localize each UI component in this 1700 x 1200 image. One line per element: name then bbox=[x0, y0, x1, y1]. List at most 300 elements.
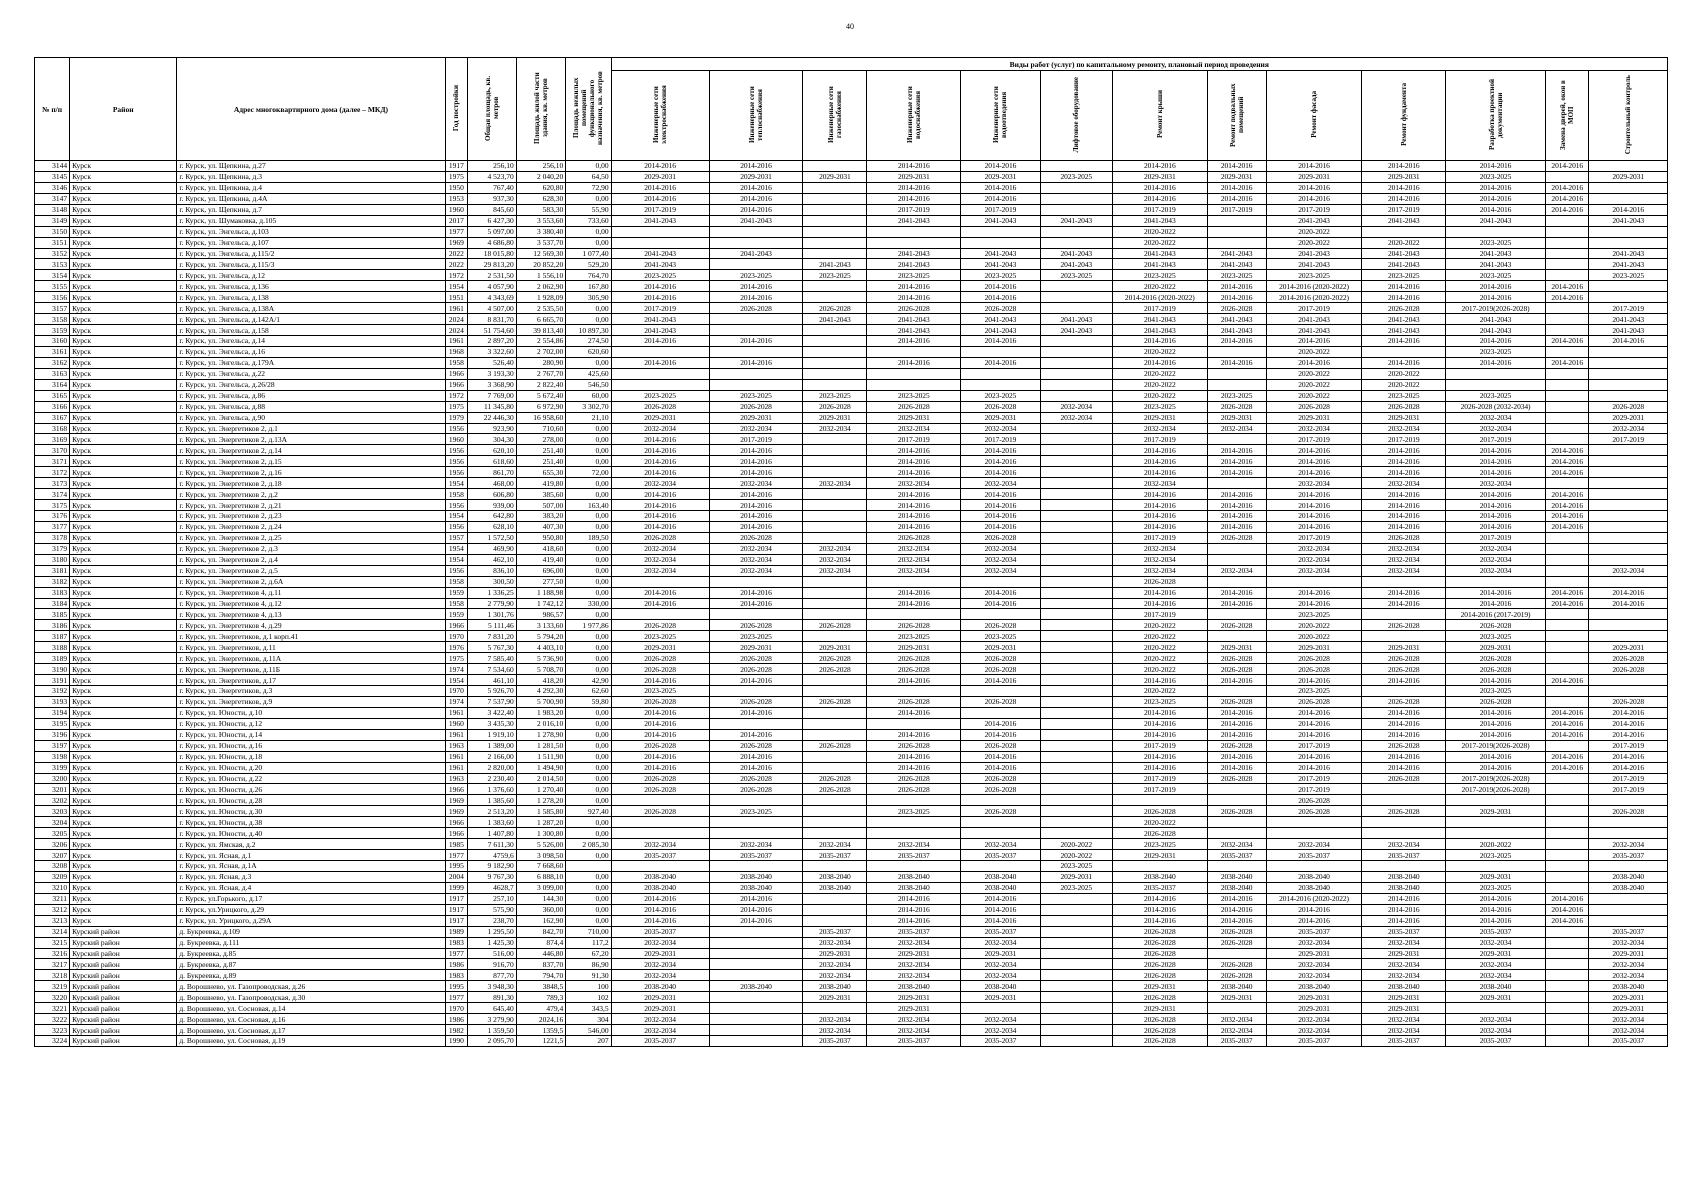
row-number: 3185 bbox=[35, 609, 70, 620]
nonres-area-cell: 0,00 bbox=[566, 543, 611, 554]
work-period-cell: 2014-2016 bbox=[961, 500, 1040, 511]
work-period-cell: 2026-2028 bbox=[961, 773, 1040, 784]
work-period-cell: 2014-2016 bbox=[611, 904, 709, 915]
total-area-cell: 11 345,80 bbox=[468, 401, 516, 412]
year-cell: 1985 bbox=[445, 839, 468, 850]
work-period-cell: 2020-2022 bbox=[1266, 346, 1362, 357]
work-period-cell bbox=[1040, 609, 1112, 620]
work-period-cell: 2041-2043 bbox=[709, 215, 803, 226]
table-row bbox=[35, 401, 1668, 412]
district-cell: Курск bbox=[70, 893, 177, 904]
work-period-cell: 2041-2043 bbox=[1446, 248, 1546, 259]
work-period-cell bbox=[803, 751, 867, 762]
work-period-cell: 2017-2019 bbox=[1589, 434, 1668, 445]
living-area-cell: 256,10 bbox=[516, 161, 566, 172]
work-period-cell: 2038-2040 bbox=[1362, 981, 1446, 992]
work-period-cell bbox=[803, 292, 867, 303]
work-period-cell bbox=[709, 948, 803, 959]
table-row bbox=[35, 664, 1668, 675]
work-period-cell bbox=[1546, 171, 1589, 182]
work-period-cell: 2014-2016 bbox=[1446, 762, 1546, 773]
nonres-area-cell: 59,80 bbox=[566, 696, 611, 707]
work-period-cell: 2026-2028 bbox=[803, 740, 867, 751]
work-period-cell bbox=[1040, 434, 1112, 445]
work-period-cell: 2023-2025 bbox=[1589, 270, 1668, 281]
year-cell: 1959 bbox=[445, 587, 468, 598]
work-period-cell bbox=[1589, 620, 1668, 631]
work-period-cell: 2014-2016 bbox=[1112, 718, 1207, 729]
work-period-cell: 2017-2019 bbox=[1266, 784, 1362, 795]
work-period-cell: 2014-2016 bbox=[961, 281, 1040, 292]
work-period-cell bbox=[961, 707, 1040, 718]
table-row bbox=[35, 161, 1668, 172]
work-period-cell bbox=[1040, 204, 1112, 215]
row-number: 3195 bbox=[35, 718, 70, 729]
work-period-cell: 2017-2019 bbox=[1112, 204, 1207, 215]
work-period-cell: 2014-2016 bbox=[867, 489, 961, 500]
work-period-cell: 2029-2031 bbox=[709, 642, 803, 653]
table-row bbox=[35, 489, 1668, 500]
district-cell: Курск bbox=[70, 248, 177, 259]
work-period-cell: 2032-2034 bbox=[1446, 554, 1546, 565]
work-period-cell bbox=[1040, 390, 1112, 401]
work-period-cell bbox=[1546, 653, 1589, 664]
work-period-cell: 2029-2031 bbox=[867, 171, 961, 182]
total-area-cell: 606,80 bbox=[468, 489, 516, 500]
work-period-cell: 2026-2028 bbox=[1207, 401, 1266, 412]
living-area-cell: 418,60 bbox=[516, 543, 566, 554]
work-period-cell: 2032-2034 bbox=[1362, 565, 1446, 576]
total-area-cell: 2 531,50 bbox=[468, 270, 516, 281]
row-number: 3147 bbox=[35, 193, 70, 204]
work-period-cell bbox=[1040, 981, 1112, 992]
work-period-cell: 2014-2016 bbox=[1589, 587, 1668, 598]
row-number: 3203 bbox=[35, 806, 70, 817]
work-period-cell: 2041-2043 bbox=[867, 248, 961, 259]
row-number: 3216 bbox=[35, 948, 70, 959]
work-period-cell: 2014-2016 bbox=[1589, 336, 1668, 347]
work-period-cell: 2041-2043 bbox=[1040, 215, 1112, 226]
year-cell: 1970 bbox=[445, 631, 468, 642]
nonres-area-cell: 330,00 bbox=[566, 598, 611, 609]
address-cell: д. Букреевка, д.87 bbox=[177, 959, 445, 970]
work-period-cell bbox=[1589, 511, 1668, 522]
work-period-cell bbox=[1546, 795, 1589, 806]
row-number: 3159 bbox=[35, 325, 70, 336]
table-row bbox=[35, 1014, 1668, 1025]
work-period-cell: 2026-2028 bbox=[1362, 664, 1446, 675]
row-number: 3160 bbox=[35, 336, 70, 347]
table-row bbox=[35, 696, 1668, 707]
work-period-cell: 2014-2016 bbox=[709, 204, 803, 215]
nonres-area-cell: 274,50 bbox=[566, 336, 611, 347]
living-area-cell: 1 928,09 bbox=[516, 292, 566, 303]
work-period-cell: 2038-2040 bbox=[1362, 871, 1446, 882]
year-cell: 2017 bbox=[445, 215, 468, 226]
work-period-cell bbox=[1040, 226, 1112, 237]
living-area-cell: 2 016,10 bbox=[516, 718, 566, 729]
work-period-cell: 2014-2016 bbox=[1546, 598, 1589, 609]
total-area-cell: 469,90 bbox=[468, 543, 516, 554]
work-period-cell: 2014-2016 bbox=[867, 193, 961, 204]
work-period-cell: 2029-2031 bbox=[1266, 948, 1362, 959]
work-period-cell: 2029-2031 bbox=[1589, 948, 1668, 959]
row-number: 3197 bbox=[35, 740, 70, 751]
work-period-cell: 2014-2016 bbox=[709, 751, 803, 762]
work-period-cell bbox=[867, 686, 961, 697]
work-period-cell: 2032-2034 bbox=[611, 543, 709, 554]
work-period-cell: 2041-2043 bbox=[1207, 259, 1266, 270]
row-number: 3154 bbox=[35, 270, 70, 281]
work-period-cell: 2014-2016 bbox=[709, 500, 803, 511]
row-number: 3190 bbox=[35, 664, 70, 675]
work-period-cell: 2023-2025 bbox=[1266, 686, 1362, 697]
work-period-cell: 2032-2034 bbox=[1112, 543, 1207, 554]
work-period-cell bbox=[803, 718, 867, 729]
work-period-cell bbox=[1040, 303, 1112, 314]
nonres-area-cell: 0,00 bbox=[566, 718, 611, 729]
work-period-cell: 2014-2016 bbox=[1589, 751, 1668, 762]
district-cell: Курск bbox=[70, 270, 177, 281]
row-number: 3171 bbox=[35, 456, 70, 467]
work-period-cell: 2041-2043 bbox=[803, 314, 867, 325]
work-period-cell: 2014-2016 bbox=[1266, 161, 1362, 172]
work-period-cell bbox=[1446, 795, 1546, 806]
work-period-cell: 2032-2034 bbox=[803, 1014, 867, 1025]
work-period-cell: 2017-2019(2026-2028) bbox=[1446, 740, 1546, 751]
work-period-cell: 2014-2016 bbox=[1362, 598, 1446, 609]
address-cell: г. Курск, ул. Энгельса, д.14 bbox=[177, 336, 445, 347]
work-period-cell: 2023-2025 bbox=[1446, 171, 1546, 182]
work-period-cell: 2014-2016 bbox=[1112, 893, 1207, 904]
work-period-cell: 2014-2016 bbox=[1589, 598, 1668, 609]
district-cell: Курск bbox=[70, 696, 177, 707]
work-period-cell: 2014-2016 bbox=[1546, 751, 1589, 762]
work-period-cell: 2029-2031 bbox=[1112, 412, 1207, 423]
address-cell: г. Курск, ул. Юности, д.20 bbox=[177, 762, 445, 773]
total-area-cell: 1 359,50 bbox=[468, 1025, 516, 1036]
work-period-cell bbox=[611, 368, 709, 379]
work-period-cell: 2014-2016 bbox=[611, 182, 709, 193]
total-area-cell: 628,10 bbox=[468, 521, 516, 532]
work-period-cell bbox=[1266, 828, 1362, 839]
work-period-cell bbox=[1589, 631, 1668, 642]
work-period-cell bbox=[1546, 642, 1589, 653]
work-period-cell: 2014-2016 bbox=[867, 161, 961, 172]
work-period-cell bbox=[1207, 817, 1266, 828]
row-number: 3209 bbox=[35, 871, 70, 882]
work-period-cell bbox=[1266, 817, 1362, 828]
district-cell: Курск bbox=[70, 434, 177, 445]
total-area-cell: 18 015,80 bbox=[468, 248, 516, 259]
work-period-cell: 2014-2016 bbox=[1266, 182, 1362, 193]
district-cell: Курск bbox=[70, 346, 177, 357]
work-period-cell: 2032-2034 bbox=[1266, 543, 1362, 554]
work-period-cell: 2014-2016 bbox=[1112, 336, 1207, 347]
table-row bbox=[35, 981, 1668, 992]
total-area-cell: 4 686,80 bbox=[468, 237, 516, 248]
work-period-cell bbox=[709, 1003, 803, 1014]
table-row bbox=[35, 357, 1668, 368]
work-period-cell: 2014-2016 bbox=[709, 467, 803, 478]
living-area-cell: 1221,5 bbox=[516, 1036, 566, 1047]
table-row bbox=[35, 1025, 1668, 1036]
work-period-cell: 2014-2016 bbox=[1546, 489, 1589, 500]
nonres-area-cell: 425,60 bbox=[566, 368, 611, 379]
work-period-cell: 2026-2028 bbox=[961, 696, 1040, 707]
work-period-cell: 2014-2016 bbox=[961, 292, 1040, 303]
work-period-cell: 2014-2016 bbox=[961, 587, 1040, 598]
work-period-cell: 2014-2016 bbox=[1112, 587, 1207, 598]
work-period-cell: 2032-2034 bbox=[1589, 970, 1668, 981]
address-cell: г. Курск, ул. Энгельса, д.115/2 bbox=[177, 248, 445, 259]
work-period-cell bbox=[1589, 237, 1668, 248]
work-period-cell: 2020-2022 bbox=[1266, 379, 1362, 390]
work-period-cell: 2041-2043 bbox=[1207, 325, 1266, 336]
district-cell: Курск bbox=[70, 762, 177, 773]
year-cell: 1995 bbox=[445, 981, 468, 992]
work-period-cell: 2029-2031 bbox=[1362, 1003, 1446, 1014]
year-cell: 1966 bbox=[445, 379, 468, 390]
work-period-cell: 2014-2016 bbox=[1546, 292, 1589, 303]
col-header-work-7: Ремонт подвальных помещений bbox=[1207, 71, 1266, 161]
work-period-cell: 2032-2034 bbox=[1446, 959, 1546, 970]
work-period-cell bbox=[1207, 784, 1266, 795]
year-cell: 1961 bbox=[445, 707, 468, 718]
work-period-cell: 2023-2025 bbox=[1446, 686, 1546, 697]
year-cell: 1917 bbox=[445, 904, 468, 915]
nonres-area-cell: 546,00 bbox=[566, 1025, 611, 1036]
work-period-cell: 2014-2016 bbox=[709, 598, 803, 609]
work-period-cell: 2014-2016 bbox=[1546, 467, 1589, 478]
work-period-cell: 2032-2034 bbox=[803, 839, 867, 850]
work-period-cell: 2023-2025 bbox=[709, 270, 803, 281]
work-period-cell: 2026-2028 bbox=[1112, 1036, 1207, 1047]
address-cell: г. Курск, ул. Энергетиков, д.1 корп.41 bbox=[177, 631, 445, 642]
living-area-cell: 446,80 bbox=[516, 948, 566, 959]
work-period-cell: 2035-2037 bbox=[1362, 850, 1446, 861]
work-period-cell bbox=[1546, 346, 1589, 357]
work-period-cell bbox=[1546, 314, 1589, 325]
total-area-cell: 4759,6 bbox=[468, 850, 516, 861]
work-period-cell: 2014-2016 bbox=[709, 281, 803, 292]
work-period-cell bbox=[1040, 511, 1112, 522]
work-period-cell bbox=[803, 182, 867, 193]
work-period-cell: 2026-2028 bbox=[1362, 653, 1446, 664]
work-period-cell: 2032-2034 bbox=[709, 423, 803, 434]
work-period-cell: 2038-2040 bbox=[803, 882, 867, 893]
work-period-cell: 2014-2016 bbox=[1112, 762, 1207, 773]
living-area-cell: 12 569,30 bbox=[516, 248, 566, 259]
work-period-cell: 2032-2034 bbox=[1362, 970, 1446, 981]
nonres-area-cell: 620,60 bbox=[566, 346, 611, 357]
total-area-cell: 7 585,40 bbox=[468, 653, 516, 664]
work-period-cell: 2026-2028 bbox=[867, 696, 961, 707]
work-period-cell: 2014-2016 bbox=[961, 751, 1040, 762]
address-cell: г. Курск, ул. Энгельса, д.12 bbox=[177, 270, 445, 281]
address-cell: г. Курск, ул. Юности, д.38 bbox=[177, 817, 445, 828]
work-period-cell: 2032-2034 bbox=[1362, 423, 1446, 434]
work-period-cell bbox=[1266, 861, 1362, 872]
work-period-cell: 2026-2028 bbox=[1589, 401, 1668, 412]
work-period-cell: 2017-2019 bbox=[1266, 434, 1362, 445]
work-period-cell: 2032-2034 bbox=[803, 970, 867, 981]
work-period-cell bbox=[709, 346, 803, 357]
address-cell: д. Букреевка, д.89 bbox=[177, 970, 445, 981]
district-cell: Курск bbox=[70, 368, 177, 379]
work-period-cell: 2014-2016 bbox=[867, 915, 961, 926]
work-period-cell bbox=[1362, 784, 1446, 795]
work-period-cell: 2041-2043 bbox=[1589, 259, 1668, 270]
work-period-cell bbox=[1040, 281, 1112, 292]
work-period-cell: 2014-2016 bbox=[709, 456, 803, 467]
work-period-cell bbox=[1207, 948, 1266, 959]
col-header-total-area: Общая площадь, кв. метров bbox=[468, 58, 516, 161]
nonres-area-cell: 0,00 bbox=[566, 817, 611, 828]
living-area-cell: 16 958,60 bbox=[516, 412, 566, 423]
work-period-cell: 2014-2016 bbox=[1362, 336, 1446, 347]
year-cell: 1961 bbox=[445, 729, 468, 740]
table-row bbox=[35, 861, 1668, 872]
district-cell: Курск bbox=[70, 412, 177, 423]
living-area-cell: 583,30 bbox=[516, 204, 566, 215]
total-area-cell: 642,80 bbox=[468, 511, 516, 522]
work-period-cell: 2029-2031 bbox=[1362, 642, 1446, 653]
total-area-cell: 5 926,70 bbox=[468, 686, 516, 697]
work-period-cell bbox=[961, 795, 1040, 806]
work-period-cell: 2032-2034 bbox=[611, 423, 709, 434]
work-period-cell: 2020-2022 bbox=[1266, 631, 1362, 642]
table-row bbox=[35, 806, 1668, 817]
address-cell: г. Курск, ул. Юности, д.26 bbox=[177, 784, 445, 795]
address-cell: г. Курск, ул. Энгельса, д.142А/1 bbox=[177, 314, 445, 325]
work-period-cell: 2026-2028 bbox=[803, 664, 867, 675]
work-period-cell bbox=[867, 576, 961, 587]
work-period-cell: 2035-2037 bbox=[867, 926, 961, 937]
work-period-cell bbox=[867, 817, 961, 828]
work-period-cell: 2041-2043 bbox=[1446, 314, 1546, 325]
capital-repair-table bbox=[34, 57, 1668, 1047]
works-group-header: Виды работ (услуг) по капитальному ремонту, плановый период проведения bbox=[611, 58, 1667, 71]
work-period-cell: 2041-2043 bbox=[867, 215, 961, 226]
total-area-cell: 300,50 bbox=[468, 576, 516, 587]
work-period-cell bbox=[1040, 489, 1112, 500]
address-cell: г. Курск, ул. Энергетиков, д.11А bbox=[177, 653, 445, 664]
table-row bbox=[35, 467, 1668, 478]
work-period-cell: 2014-2016 bbox=[1446, 893, 1546, 904]
work-period-cell bbox=[1589, 390, 1668, 401]
work-period-cell: 2014-2016 bbox=[1546, 521, 1589, 532]
work-period-cell bbox=[1589, 543, 1668, 554]
nonres-area-cell: 0,00 bbox=[566, 828, 611, 839]
work-period-cell: 2032-2034 bbox=[1446, 543, 1546, 554]
work-period-cell: 2029-2031 bbox=[611, 171, 709, 182]
col-header-work-1: Инженерные сети теплоснабжения bbox=[709, 71, 803, 161]
total-area-cell: 1 572,50 bbox=[468, 532, 516, 543]
table-row bbox=[35, 445, 1668, 456]
work-period-cell bbox=[709, 828, 803, 839]
work-period-cell bbox=[1040, 521, 1112, 532]
nonres-area-cell: 55,90 bbox=[566, 204, 611, 215]
address-cell: г. Курск, ул. Энергетиков 2, д.3 bbox=[177, 543, 445, 554]
work-period-cell: 2014-2016 bbox=[1112, 456, 1207, 467]
work-period-cell: 2014-2016 bbox=[1207, 161, 1266, 172]
work-period-cell: 2038-2040 bbox=[803, 871, 867, 882]
work-period-cell: 2026-2028 bbox=[1362, 806, 1446, 817]
district-cell: Курск bbox=[70, 587, 177, 598]
year-cell: 1966 bbox=[445, 784, 468, 795]
work-period-cell: 2026-2028 (2032-2034) bbox=[1446, 401, 1546, 412]
work-period-cell: 2029-2031 bbox=[1266, 992, 1362, 1003]
work-period-cell bbox=[961, 817, 1040, 828]
district-cell: Курск bbox=[70, 259, 177, 270]
work-period-cell: 2014-2016 bbox=[1362, 292, 1446, 303]
table-row bbox=[35, 751, 1668, 762]
table-row bbox=[35, 882, 1668, 893]
work-period-cell: 2023-2025 bbox=[1266, 609, 1362, 620]
row-number: 3202 bbox=[35, 795, 70, 806]
work-period-cell: 2014-2016 bbox=[611, 675, 709, 686]
work-period-cell: 2014-2016 bbox=[611, 521, 709, 532]
address-cell: г. Курск, ул. Энергетиков, д.11 bbox=[177, 642, 445, 653]
work-period-cell: 2041-2043 bbox=[1040, 325, 1112, 336]
work-period-cell: 2035-2037 bbox=[1362, 926, 1446, 937]
work-period-cell bbox=[1446, 226, 1546, 237]
table-row bbox=[35, 248, 1668, 259]
work-period-cell: 2023-2025 bbox=[1040, 861, 1112, 872]
address-cell: г. Курск, ул. Энергетиков 2, д.18 bbox=[177, 478, 445, 489]
work-period-cell: 2029-2031 bbox=[867, 992, 961, 1003]
work-period-cell: 2014-2016 bbox=[709, 182, 803, 193]
row-number: 3157 bbox=[35, 303, 70, 314]
nonres-area-cell: 0,00 bbox=[566, 904, 611, 915]
work-period-cell bbox=[611, 817, 709, 828]
work-period-cell: 2014-2016 bbox=[611, 893, 709, 904]
work-period-cell: 2014-2016 bbox=[611, 292, 709, 303]
work-period-cell: 2014-2016 bbox=[867, 357, 961, 368]
total-area-cell: 7 831,20 bbox=[468, 631, 516, 642]
district-cell: Курск bbox=[70, 871, 177, 882]
total-area-cell: 238,70 bbox=[468, 915, 516, 926]
work-period-cell bbox=[1546, 926, 1589, 937]
work-period-cell: 2014-2016 bbox=[867, 456, 961, 467]
year-cell: 1960 bbox=[445, 718, 468, 729]
work-period-cell: 2020-2022 bbox=[1362, 237, 1446, 248]
total-area-cell: 575,90 bbox=[468, 904, 516, 915]
work-period-cell bbox=[1546, 215, 1589, 226]
work-period-cell: 2029-2031 bbox=[961, 992, 1040, 1003]
work-period-cell: 2041-2043 bbox=[1362, 325, 1446, 336]
work-period-cell: 2041-2043 bbox=[803, 259, 867, 270]
district-cell: Курск bbox=[70, 325, 177, 336]
col-header-work-2: Инженерные сети газоснабжения bbox=[803, 71, 867, 161]
work-period-cell: 2017-2019 bbox=[1362, 204, 1446, 215]
work-period-cell: 2026-2028 bbox=[611, 401, 709, 412]
district-cell: Курск bbox=[70, 554, 177, 565]
work-period-cell: 2014-2016 bbox=[1546, 587, 1589, 598]
living-area-cell: 3 553,60 bbox=[516, 215, 566, 226]
address-cell: г. Курск, ул.Горького, д.17 bbox=[177, 893, 445, 904]
work-period-cell: 2017-2019 bbox=[1266, 773, 1362, 784]
work-period-cell: 2041-2043 bbox=[1266, 215, 1362, 226]
work-period-cell: 2026-2028 bbox=[867, 303, 961, 314]
work-period-cell bbox=[803, 456, 867, 467]
work-period-cell bbox=[803, 806, 867, 817]
living-area-cell: 278,00 bbox=[516, 434, 566, 445]
total-area-cell: 891,30 bbox=[468, 992, 516, 1003]
work-period-cell: 2014-2016 bbox=[1446, 357, 1546, 368]
address-cell: г. Курск, ул. Энергетиков 4, д.11 bbox=[177, 587, 445, 598]
